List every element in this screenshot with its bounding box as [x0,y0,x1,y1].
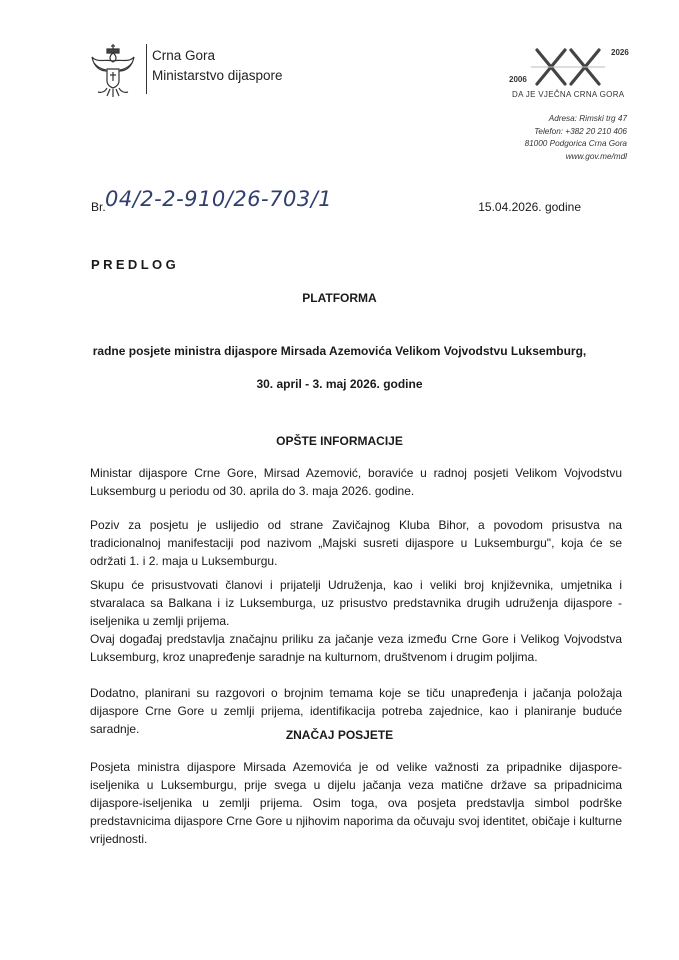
contact-block [525,113,627,163]
organization-name [152,46,283,86]
jubilee-end-year: 2026 [611,48,629,57]
reference-number-handwritten: 04/2-2-910/26-703/1 [105,187,333,211]
jubilee-slogan: DA JE VJEČNA CRNA GORA [512,90,625,99]
country-name: Crna Gora [152,48,216,63]
document-heading: PREDLOG [91,257,180,272]
paragraph: Ovaj događaj predstavlja značajnu priliku za jačanje veza između Crne Gore i Velikog Vojvodstva Luksemburg, kroz unapređenje saradnje na kulturnom, društvenom i drugim poljima. [90,632,622,664]
contact-phone: Telefon: +382 20 210 406 [534,126,627,136]
coat-of-arms-icon [88,43,138,98]
reference-label: Br. [91,200,106,214]
ministry-name: Ministarstvo dijaspore [152,68,283,83]
contact-website: www.gov.me/mdl [565,151,627,161]
contact-city: 81000 Podgorica Crna Gora [524,139,627,149]
contact-address: Adresa: Rimski trg 47 [548,114,627,123]
paragraph: Poziv za posjetu je uslijedio od strane Zavičajnog Kluba Bihor, a povodom prisustva na tradicionalnoj manifestaciji pod nazivom „Majski susreti dijaspore u Luksemburgu", koja će se održati 1. i 2. maja u Luksemburgu. [90,518,622,568]
section-title-general-info: OPŠTE INFORMACIJE [276,434,403,448]
paragraph: Skupu će prisustvovati članovi i prijatelji Udruženja, kao i veliki broj književnika, umjetnika i stvaralaca sa Balkana i iz Luksemburga, uz prisustvo predstavnika drugih udruženja dijaspore - iseljenika u zemlji prijema. [90,578,622,628]
paragraph: Posjeta ministra dijaspore Mirsada Azemovića je od velike važnosti za pripadnike dijaspore-iseljenika u Luksemburgu, prije svega u dijelu jačanja veza matične države sa pripadnicima dijaspore-iseljenika u zemlji prijema. Osim toga, ova posjeta predstavlja simbol podrške predstavnicima dijaspore Crne Gore u njihovim naporima da očuvaju svoj identitet, običaje i kulturne vrijednosti. [90,760,622,846]
document-subtitle: radne posjete ministra dijaspore Mirsada Azemovića Velikom Vojvodstvu Luksemburg, [92,344,587,358]
document-dates: 30. april - 3. maj 2026. godine [256,377,423,391]
header-divider [146,44,147,94]
paragraph: Ministar dijaspore Crne Gore, Mirsad Azemović, boraviće u radnoj posjeti Velikom Vojvodstvu Luksemburg u periodu od 30. aprila do 3. maja 2026. godine. [90,466,622,498]
section-title-visit-significance: ZNAČAJ POSJETE [285,728,394,742]
paragraph: Dodatno, planirani su razgovori o brojnim temama koje se tiču unapređenja i jačanja položaja dijaspore Crne Gore u zemlji prijema, identifikacija potreba zajednice, kao i planiranje buduće saradnje. [90,686,622,736]
jubilee-start-year: 2006 [509,75,527,84]
document-title: PLATFORMA [302,291,377,305]
document-date: 15.04.2026. godine [478,200,581,214]
